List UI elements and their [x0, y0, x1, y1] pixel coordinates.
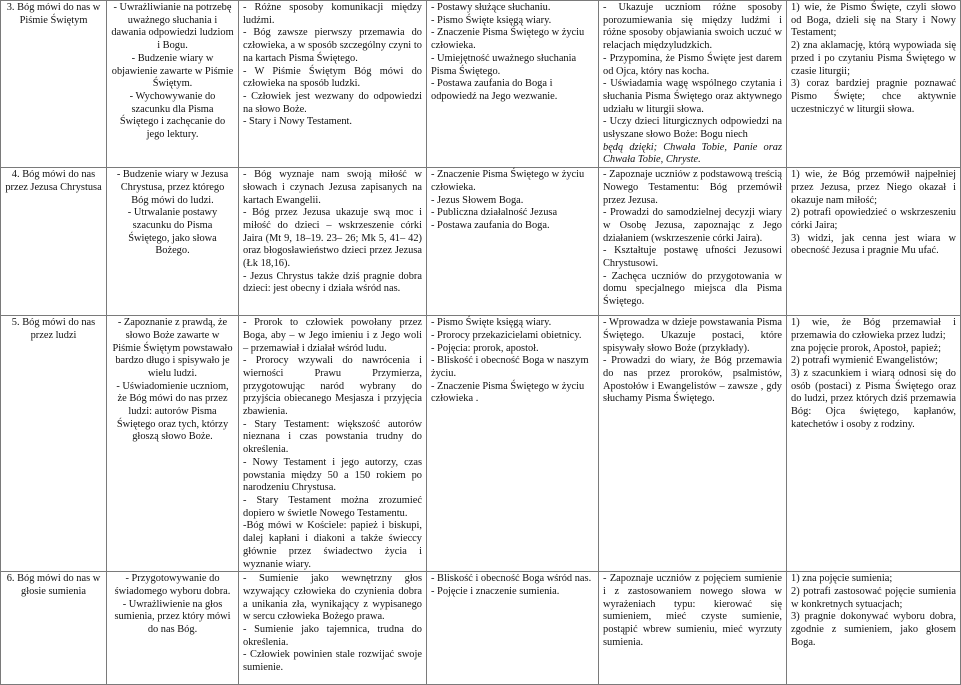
skills-cell — [427, 572, 599, 685]
content-item: - Prorocy wzywali do nawrócenia i wierności Prawu Przymierza, przygotowując naród wybrany do przyjścia obiecanego Mesjasza i przyjęcia zbawienia. — [243, 355, 422, 418]
content-item: - W Piśmie Świętym Bóg mówi do człowieka na sposób ludzki. — [243, 65, 422, 90]
table-row — [1, 168, 961, 316]
task-item: - Prowadzi do samodzielnej decyzji wiary w Osobę Jezusa, zapoznając z Jego działaniem (wskrzeszenie córki Jaira). — [603, 207, 782, 244]
task-item: - Przypomina, że Pismo Święte jest darem od Ojca, który nas kocha. — [603, 52, 782, 77]
goal-item: - Uwrażliwienie na głos sumienia, przez który mówi do nas Bóg. — [114, 598, 231, 636]
lesson-number: 5. — [11, 317, 20, 329]
outcome-item: 3) coraz bardziej pragnie poznawać Pismo Święte; chce aktywnie uczestniczyć w liturgii słowa. — [791, 78, 956, 115]
content-item: - Różne sposoby komunikacji między ludźmi. — [243, 2, 422, 26]
lesson-number: 6. — [6, 573, 15, 585]
content-item: - Stary i Nowy Testament. — [243, 116, 353, 128]
skill-item: - Bliskość i obecność Boga w naszym życiu. — [431, 355, 589, 379]
topic-cell — [1, 168, 107, 316]
lesson-topic: Bóg mówi do nas przez Jezusa Chrystusa — [5, 169, 102, 193]
content-cell — [239, 1, 427, 168]
content-item: - Stary Testament można zrozumieć dopiero w świetle Nowego Testamentu. — [243, 494, 422, 519]
goals-cell — [107, 1, 239, 168]
outcome-item: 1) wie, że Pismo Święte, czyli słowo od Boga, dzieli się na Stary i Nowy Testament; — [791, 2, 956, 39]
outcome-item: 3) widzi, jak cenna jest wiara w obecność Jezusa i pragnie Mu ufać. — [791, 232, 956, 257]
task-item: - Uświadamia wagę wspólnego czytania i słuchania Pisma Świętego oraz aktywnego udziału w liturgii słowa. — [603, 78, 782, 115]
skill-item: - Postawa zaufania do Boga i odpowiedź na Jego wezwanie. — [431, 78, 558, 102]
skill-item: - Jezus Słowem Boga. — [431, 194, 524, 206]
skill-item: - Pismo Święte księgą wiary. — [431, 14, 552, 26]
task-item: - Uczy dzieci liturgicznych odpowiedzi na usłyszane słowo Boże: Bogu niech — [603, 116, 782, 141]
outcome-item: 2) potrafi zastosować pojęcie sumienia w konkretnych sytuacjach; — [791, 585, 956, 610]
skill-item: - Postawy służące słuchaniu. — [431, 2, 551, 13]
task-item: - Kształtuje postawę ufności Jezusowi Chrystusowi. — [603, 245, 782, 270]
content-item: - Sumienie jako tajemnica, trudna do określenia. — [243, 624, 422, 648]
skill-item: - Znaczenie Pisma Świętego w życiu człowieka. — [431, 169, 585, 193]
lesson-topic: Bóg mówi do nas w Piśmie Świętym — [17, 2, 101, 26]
topic-cell — [1, 572, 107, 685]
skill-item: - Znaczenie Pisma Świętego w życiu człowieka. — [431, 27, 585, 52]
task-item: - Zapoznaje uczniów z podstawową treścią Nowego Testamentu: Bóg przemówił przez Jezusa. — [603, 169, 782, 206]
content-item: - Bóg przez Jezusa ukazuje swą moc i miłość do dzieci – wskrzeszenie córki Jaira (Mt 9, 18–19. 23– 26; Mk 5, 41– 42) oraz błogosławieństwo dzieci przez Jezusa (Łk 18,16). — [243, 207, 422, 270]
task-item: - Prowadzi do wiary, że Bóg przemawia do nas przez proroków, psalmistów, Apostołów i Ewangelistów – zawsze , gdy słuchamy Pisma Świętego. — [603, 355, 782, 405]
content-item: - Człowiek jest wezwany do odpowiedzi na słowo Boże. — [243, 90, 422, 115]
skill-item: - Pismo Święte księgą wiary. — [431, 317, 552, 329]
lesson-topic: Bóg mówi do nas przez ludzi — [22, 317, 96, 341]
lesson-topic: Bóg mówi do nas w głosie sumienia — [17, 573, 101, 597]
outcomes-cell — [787, 316, 961, 572]
task-item: - Zachęca uczniów do przygotowania w domu specjalnego miejsca dla Pisma Świętego. — [603, 270, 782, 308]
content-cell — [239, 168, 427, 316]
outcome-item: 2) potrafi wymienić Ewangelistów; — [791, 355, 938, 367]
content-item: -Bóg mówi w Kościele: papież i biskupi, dalej kapłani i diakoni a także świeccy głównie przez świadectwo życia i wyznanie wiary. — [243, 520, 422, 570]
outcome-item: 2) zna aklamację, którą wypowiada się przed i po czytaniu Pisma Świętego w czasie liturgii; — [791, 40, 956, 77]
task-item: - Zapoznaje uczniów z pojęciem sumienie i z zastosowaniem nowego słowa w wyrażeniach typu: kierować się sumieniem, mieć czyste sumienie, postąpić wbrew sumieniu, mieć wyrzuty sumienia. — [603, 573, 782, 648]
goal-item: - Budzenie wiary w objawienie zawarte w Piśmie Świętym. — [111, 52, 234, 90]
outcome-item: 1) wie, że Bóg przemówił najpełniej przez Jezusa, przez Niego okazał i okazuje nam miłość; — [791, 169, 956, 206]
outcomes-cell — [787, 1, 961, 168]
content-item: - Człowiek powinien stale rozwijać swoje sumienie. — [243, 649, 422, 674]
topic-cell — [1, 316, 107, 572]
table-body — [1, 1, 961, 685]
skill-item: - Pojęcia: prorok, apostoł. — [431, 342, 539, 354]
table-row — [1, 572, 961, 685]
outcomes-cell — [787, 572, 961, 685]
skills-cell — [427, 316, 599, 572]
table-row — [1, 1, 961, 168]
goal-item: - Utrwalanie postawy szacunku do Pisma Świętego, jako słowa Bożego. — [127, 207, 218, 257]
content-item: - Jezus Chrystus także dziś pragnie dobra dzieci: jest obecny i działa wśród nas. — [243, 270, 422, 295]
goal-item: - Zapoznanie z prawdą, że słowo Boże zawarte w Piśmie Świętym powstawało bardzo długo i spisywało je wielu ludzi. — [112, 317, 233, 379]
skill-item: - Publiczna działalność Jezusa — [431, 207, 558, 219]
outcomes-cell — [787, 168, 961, 316]
topic-cell — [1, 1, 107, 168]
outcome-item: 1) wie, że Bóg przemawiał i przemawia do człowieka przez ludzi; — [791, 317, 956, 341]
goal-item: - Uświadomienie uczniom, że Bóg mówi do nas przez ludzi: autorów Pisma Świętego oraz tych, którzy głoszą słowo Boże. — [116, 380, 229, 443]
skills-cell — [427, 168, 599, 316]
goals-cell — [107, 572, 239, 685]
skill-item: - Znaczenie Pisma Świętego w życiu człowieka . — [431, 380, 585, 405]
content-item: - Nowy Testament i jego autorzy, czas powstania między 50 a 150 rokiem po narodzeniu Chrystusa. — [243, 456, 422, 494]
goals-cell — [107, 168, 239, 316]
goals-cell — [107, 316, 239, 572]
task-item: - Wprowadza w dzieje powstawania Pisma Świętego. Ukazuje postaci, które spisywały słowo Boże (przykłady). — [603, 317, 782, 354]
teacher-tasks-cell — [599, 572, 787, 685]
content-item: - Sumienie jako wewnętrzny głos wzywający człowieka do czynienia dobra a unikania zła, wynikający z wypisanego w sercu człowieka Bożego prawa. — [243, 573, 422, 623]
outcome-item: 2) potrafi opowiedzieć o wskrzeszeniu córki Jaira; — [791, 207, 956, 231]
outcome-item: zna pojęcie prorok, Apostoł, papież; — [791, 342, 942, 354]
skill-item: - Bliskość i obecność Boga wśród nas. — [431, 573, 592, 585]
skill-item: - Prorocy przekazicielami obietnicy. — [431, 329, 582, 341]
outcome-item: 1) zna pojęcie sumienia; — [791, 573, 893, 585]
content-cell — [239, 316, 427, 572]
content-item: - Prorok to człowiek powołany przez Boga, aby – w Jego imieniu i z Jego woli – przemawiał i działał wśród ludu. — [243, 317, 422, 354]
goal-item: - Wychowywanie do szacunku dla Pisma Świętego i zachęcanie do jego lektury. — [119, 90, 226, 141]
goal-item: - Uwrażliwianie na potrzebę uważnego słuchania i dawania odpowiedzi ludziom i Bogu. — [111, 2, 234, 52]
skill-item: - Pojęcie i znaczenie sumienia. — [431, 585, 560, 597]
content-item: - Stary Testament: większość autorów nieznana i czas powstania trudny do określenia. — [243, 418, 422, 456]
skills-cell — [427, 1, 599, 168]
task-item: - Ukazuje uczniom różne sposoby porozumiewania się między ludźmi i różne sposoby objawiania swoich uczuć w relacjach międzyludzkich. — [603, 2, 782, 52]
teacher-tasks-cell — [599, 316, 787, 572]
teacher-tasks-cell — [599, 1, 787, 168]
outcome-item: 3) z szacunkiem i wiarą odnosi się do osób (postaci) z Pisma Świętego oraz do ludzi, przez których dziś przemawia Bóg: Ojca świętego, kapłanów, katechetów i osoby z rodziny. — [791, 367, 956, 430]
goal-item: - Budzenie wiary w Jezusa Chrystusa, przez którego Bóg mówi do ludzi. — [116, 169, 229, 206]
lesson-number: 3. — [6, 2, 15, 13]
outcome-item: 3) pragnie dokonywać wyboru dobra, zgodnie z sumieniem, jako głosem Boga. — [791, 611, 956, 648]
skill-item: - Postawa zaufania do Boga. — [431, 219, 550, 231]
skill-item: - Umiejętność uważnego słuchania Pisma Świętego. — [431, 52, 577, 77]
liturgical-responses: będą dzięki; Chwała Tobie, Panie oraz Chwała Tobie, Chryste. — [603, 141, 782, 166]
goal-item: - Przygotowywanie do świadomego wyboru dobra. — [114, 573, 231, 597]
content-item: - Bóg wyznaje nam swoją miłość w słowach i czynach Jezusa zapisanych na kartach Ewangelii. — [243, 169, 422, 206]
teacher-tasks-cell — [599, 168, 787, 316]
lesson-number: 4. — [11, 169, 20, 181]
content-cell — [239, 572, 427, 685]
table-row — [1, 316, 961, 572]
content-item: - Bóg zawsze pierwszy przemawia do człowieka, a w sposób szczególny czyni to na kartach Pisma Świętego. — [243, 27, 422, 64]
